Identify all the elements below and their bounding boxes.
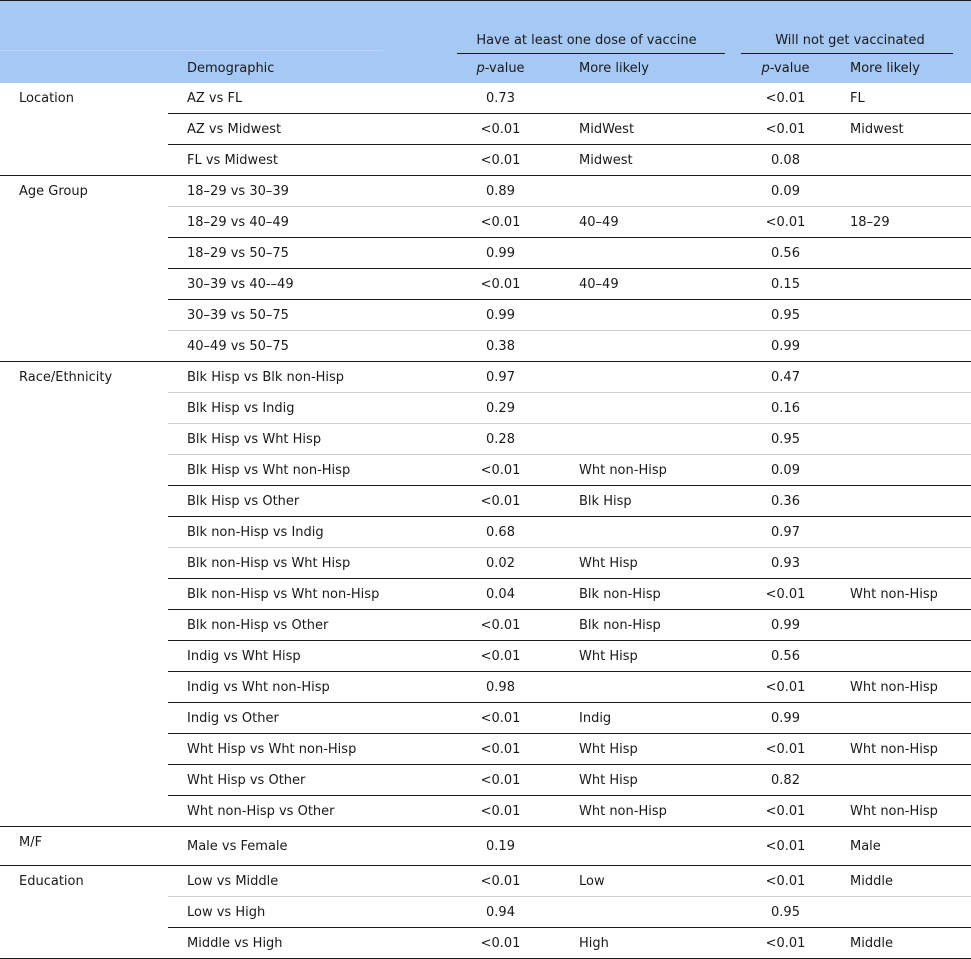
p-value-not-vaccinated-cell: 0.09 [729, 176, 842, 207]
header-blank-2 [168, 1, 444, 55]
p-value-not-vaccinated-cell: 0.08 [729, 145, 842, 176]
more-likely-not-vaccinated-cell: Middle [842, 928, 971, 959]
comparison-cell: Blk non-Hisp vs Other [168, 610, 444, 641]
more-likely-not-vaccinated-cell [842, 331, 971, 362]
header-p-italic-2: p [761, 61, 770, 76]
more-likely-not-vaccinated-cell: FL [842, 83, 971, 114]
more-likely-vaccinated-cell: Wht Hisp [557, 641, 729, 672]
p-value-not-vaccinated-cell: 0.95 [729, 897, 842, 928]
more-likely-not-vaccinated-cell [842, 176, 971, 207]
p-value-vaccinated-cell: 0.99 [444, 300, 557, 331]
p-value-not-vaccinated-cell: 0.93 [729, 548, 842, 579]
p-value-not-vaccinated-cell: 0.09 [729, 455, 842, 486]
more-likely-vaccinated-cell: 40–49 [557, 207, 729, 238]
more-likely-not-vaccinated-cell [842, 765, 971, 796]
more-likely-vaccinated-cell: Blk Hisp [557, 486, 729, 517]
comparison-cell: Blk non-Hisp vs Wht Hisp [168, 548, 444, 579]
p-value-vaccinated-cell: <0.01 [444, 641, 557, 672]
more-likely-vaccinated-cell: Blk non-Hisp [557, 579, 729, 610]
header-group-not-vaccinated-label: Will not get vaccinated [775, 33, 925, 48]
comparison-cell: 30–39 vs 50–75 [168, 300, 444, 331]
more-likely-not-vaccinated-cell: Wht non-Hisp [842, 796, 971, 827]
table-row [0, 176, 971, 207]
comparison-cell: Low vs Middle [168, 866, 444, 897]
p-value-vaccinated-cell: 0.89 [444, 176, 557, 207]
p-value-not-vaccinated-cell: <0.01 [729, 734, 842, 765]
p-value-vaccinated-cell: <0.01 [444, 455, 557, 486]
more-likely-vaccinated-cell: Blk non-Hisp [557, 610, 729, 641]
comparison-cell: Wht Hisp vs Wht non-Hisp [168, 734, 444, 765]
comparison-cell: 40–49 vs 50–75 [168, 331, 444, 362]
comparison-cell: Blk Hisp vs Blk non-Hisp [168, 362, 444, 393]
more-likely-not-vaccinated-cell: Male [842, 827, 971, 866]
p-value-vaccinated-cell: <0.01 [444, 734, 557, 765]
more-likely-not-vaccinated-cell [842, 548, 971, 579]
p-value-vaccinated-cell: 0.29 [444, 393, 557, 424]
header-blank-1 [0, 1, 168, 55]
header-group-vaccinated-rule [457, 53, 725, 54]
p-value-vaccinated-cell: <0.01 [444, 796, 557, 827]
more-likely-not-vaccinated-cell: Middle [842, 866, 971, 897]
p-value-vaccinated-cell: 0.94 [444, 897, 557, 928]
comparison-cell: 18–29 vs 40–49 [168, 207, 444, 238]
comparison-cell: 30–39 vs 40-–49 [168, 269, 444, 300]
p-value-not-vaccinated-cell: <0.01 [729, 207, 842, 238]
header-p-value-2 [729, 54, 842, 83]
header-group-vaccinated-label: Have at least one dose of vaccine [476, 33, 697, 48]
p-value-not-vaccinated-cell: 0.36 [729, 486, 842, 517]
more-likely-not-vaccinated-cell: Wht non-Hisp [842, 579, 971, 610]
p-value-vaccinated-cell: <0.01 [444, 610, 557, 641]
p-value-not-vaccinated-cell: <0.01 [729, 83, 842, 114]
comparison-cell: AZ vs FL [168, 83, 444, 114]
p-value-vaccinated-cell: 0.19 [444, 827, 557, 866]
table-row [0, 362, 971, 393]
group-label: Age Group [0, 176, 168, 362]
more-likely-vaccinated-cell [557, 331, 729, 362]
p-value-vaccinated-cell: <0.01 [444, 765, 557, 796]
comparison-cell: 18–29 vs 30–39 [168, 176, 444, 207]
p-value-not-vaccinated-cell: 0.95 [729, 300, 842, 331]
more-likely-vaccinated-cell [557, 672, 729, 703]
more-likely-not-vaccinated-cell [842, 362, 971, 393]
more-likely-not-vaccinated-cell: Wht non-Hisp [842, 672, 971, 703]
p-value-not-vaccinated-cell: <0.01 [729, 672, 842, 703]
p-value-not-vaccinated-cell: 0.99 [729, 331, 842, 362]
more-likely-not-vaccinated-cell [842, 300, 971, 331]
p-value-not-vaccinated-cell: <0.01 [729, 114, 842, 145]
table-body [0, 83, 971, 959]
more-likely-vaccinated-cell [557, 83, 729, 114]
p-value-vaccinated-cell: 0.28 [444, 424, 557, 455]
more-likely-vaccinated-cell: High [557, 928, 729, 959]
comparison-cell: Blk non-Hisp vs Indig [168, 517, 444, 548]
more-likely-vaccinated-cell: 40–49 [557, 269, 729, 300]
p-value-not-vaccinated-cell: 0.15 [729, 269, 842, 300]
more-likely-vaccinated-cell: Wht non-Hisp [557, 796, 729, 827]
group-label: M/F [0, 827, 168, 866]
more-likely-vaccinated-cell [557, 827, 729, 866]
table-row [0, 866, 971, 897]
header-p-value-1 [444, 54, 557, 83]
comparison-cell: Low vs High [168, 897, 444, 928]
more-likely-not-vaccinated-cell [842, 641, 971, 672]
more-likely-vaccinated-cell [557, 424, 729, 455]
comparison-cell: Male vs Female [168, 827, 444, 866]
more-likely-not-vaccinated-cell [842, 610, 971, 641]
p-value-not-vaccinated-cell: 0.99 [729, 703, 842, 734]
comparison-cell: 18–29 vs 50–75 [168, 238, 444, 269]
p-value-vaccinated-cell: <0.01 [444, 145, 557, 176]
group-label: Education [0, 866, 168, 959]
comparison-cell: Wht non-Hisp vs Other [168, 796, 444, 827]
more-likely-vaccinated-cell: Wht Hisp [557, 765, 729, 796]
more-likely-vaccinated-cell: Wht Hisp [557, 734, 729, 765]
comparison-cell: Indig vs Wht non-Hisp [168, 672, 444, 703]
comparison-cell: Indig vs Other [168, 703, 444, 734]
p-value-not-vaccinated-cell: 0.97 [729, 517, 842, 548]
p-value-vaccinated-cell: <0.01 [444, 866, 557, 897]
group-label: Location [0, 83, 168, 176]
p-value-vaccinated-cell: 0.73 [444, 83, 557, 114]
more-likely-not-vaccinated-cell: Wht non-Hisp [842, 734, 971, 765]
comparison-cell: Indig vs Wht Hisp [168, 641, 444, 672]
more-likely-not-vaccinated-cell: 18–29 [842, 207, 971, 238]
comparison-cell: Blk Hisp vs Indig [168, 393, 444, 424]
p-value-not-vaccinated-cell: 0.56 [729, 641, 842, 672]
more-likely-not-vaccinated-cell [842, 424, 971, 455]
p-value-not-vaccinated-cell: <0.01 [729, 866, 842, 897]
header-p-italic-1: p [476, 61, 485, 76]
header-demographic: Demographic [168, 54, 444, 83]
header-more-likely-1: More likely [557, 54, 729, 83]
p-value-vaccinated-cell: 0.99 [444, 238, 557, 269]
more-likely-vaccinated-cell: Wht Hisp [557, 548, 729, 579]
header-more-likely-2: More likely [842, 54, 971, 83]
p-value-vaccinated-cell: <0.01 [444, 114, 557, 145]
comparison-cell: Middle vs High [168, 928, 444, 959]
more-likely-vaccinated-cell: Low [557, 866, 729, 897]
more-likely-not-vaccinated-cell [842, 703, 971, 734]
more-likely-not-vaccinated-cell [842, 393, 971, 424]
comparison-cell: Blk Hisp vs Wht Hisp [168, 424, 444, 455]
comparison-cell: AZ vs Midwest [168, 114, 444, 145]
more-likely-vaccinated-cell: Indig [557, 703, 729, 734]
table-row [0, 83, 971, 114]
more-likely-vaccinated-cell: Wht non-Hisp [557, 455, 729, 486]
p-value-vaccinated-cell: 0.68 [444, 517, 557, 548]
p-value-not-vaccinated-cell: <0.01 [729, 827, 842, 866]
comparison-cell: Blk Hisp vs Other [168, 486, 444, 517]
header-p-rest-1: -value [484, 61, 525, 76]
p-value-vaccinated-cell: <0.01 [444, 486, 557, 517]
more-likely-not-vaccinated-cell [842, 455, 971, 486]
more-likely-not-vaccinated-cell [842, 145, 971, 176]
p-value-vaccinated-cell: 0.04 [444, 579, 557, 610]
header-divider-left [0, 50, 168, 51]
p-value-not-vaccinated-cell: 0.16 [729, 393, 842, 424]
p-value-vaccinated-cell: 0.97 [444, 362, 557, 393]
comparison-cell: FL vs Midwest [168, 145, 444, 176]
p-value-not-vaccinated-cell: 0.56 [729, 238, 842, 269]
p-value-vaccinated-cell: 0.38 [444, 331, 557, 362]
p-value-not-vaccinated-cell: 0.99 [729, 610, 842, 641]
header-p-rest-2: -value [769, 61, 810, 76]
more-likely-vaccinated-cell [557, 393, 729, 424]
p-value-not-vaccinated-cell: 0.95 [729, 424, 842, 455]
more-likely-not-vaccinated-cell [842, 269, 971, 300]
more-likely-not-vaccinated-cell [842, 517, 971, 548]
header-blank-3 [0, 54, 168, 83]
header-group-not-vaccinated-rule [741, 53, 953, 54]
group-label: Race/Ethnicity [0, 362, 168, 827]
more-likely-vaccinated-cell [557, 897, 729, 928]
more-likely-vaccinated-cell [557, 362, 729, 393]
p-value-not-vaccinated-cell: <0.01 [729, 579, 842, 610]
more-likely-vaccinated-cell: MidWest [557, 114, 729, 145]
p-value-vaccinated-cell: <0.01 [444, 928, 557, 959]
more-likely-vaccinated-cell [557, 238, 729, 269]
more-likely-vaccinated-cell [557, 517, 729, 548]
more-likely-not-vaccinated-cell [842, 897, 971, 928]
header-group-vaccinated [444, 1, 729, 55]
header-group-not-vaccinated [729, 1, 971, 55]
more-likely-vaccinated-cell: Midwest [557, 145, 729, 176]
comparison-cell: Blk Hisp vs Wht non-Hisp [168, 455, 444, 486]
p-value-vaccinated-cell: <0.01 [444, 207, 557, 238]
more-likely-vaccinated-cell [557, 176, 729, 207]
table-header [0, 1, 971, 84]
p-value-vaccinated-cell: <0.01 [444, 703, 557, 734]
p-value-vaccinated-cell: 0.98 [444, 672, 557, 703]
more-likely-vaccinated-cell [557, 300, 729, 331]
more-likely-not-vaccinated-cell [842, 238, 971, 269]
comparison-cell: Wht Hisp vs Other [168, 765, 444, 796]
p-value-not-vaccinated-cell: <0.01 [729, 928, 842, 959]
p-value-vaccinated-cell: <0.01 [444, 269, 557, 300]
table-row [0, 827, 971, 866]
p-value-not-vaccinated-cell: 0.47 [729, 362, 842, 393]
comparison-cell: Blk non-Hisp vs Wht non-Hisp [168, 579, 444, 610]
p-value-vaccinated-cell: 0.02 [444, 548, 557, 579]
p-value-not-vaccinated-cell: 0.82 [729, 765, 842, 796]
more-likely-not-vaccinated-cell: Midwest [842, 114, 971, 145]
more-likely-not-vaccinated-cell [842, 486, 971, 517]
p-value-not-vaccinated-cell: <0.01 [729, 796, 842, 827]
header-divider-mid [168, 50, 383, 51]
